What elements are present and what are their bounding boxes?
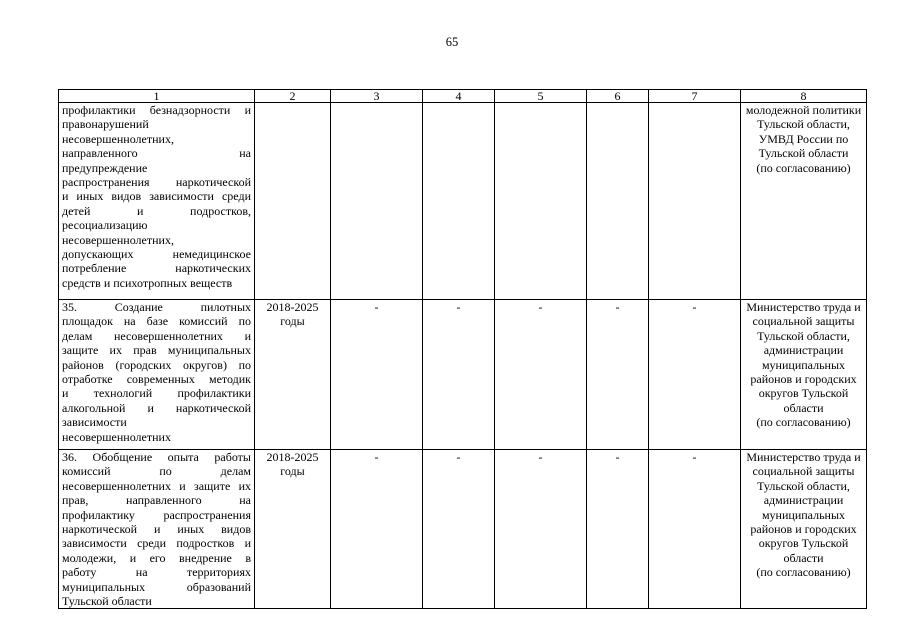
- funding-cell: -: [587, 450, 649, 609]
- measure-description: [59, 450, 255, 609]
- description-line: работу на территориях: [62, 565, 251, 580]
- funding-cell: -: [423, 450, 495, 609]
- column-header: 7: [649, 90, 741, 103]
- period-line: 2018-2025: [266, 300, 319, 314]
- description-line: молодежи, и его внедрение в: [62, 550, 251, 565]
- funding-cell: -: [587, 300, 649, 450]
- executor-line: Тульской области: [758, 146, 849, 161]
- description-line: направленного на: [62, 146, 251, 161]
- funding-cell: -: [331, 450, 423, 609]
- table-row: [59, 300, 867, 450]
- description-line: прав, направленного на: [62, 493, 251, 508]
- description-line: профилактики безнадзорности и: [62, 103, 251, 117]
- description-line: несовершеннолетних и защите их: [62, 478, 251, 493]
- description-line: комиссий по делам: [62, 464, 251, 479]
- executor-line: администрации: [763, 343, 844, 358]
- executor-line: Министерство труда и: [746, 300, 861, 314]
- description-line: несовершеннолетних: [62, 429, 171, 444]
- funding-cell: [649, 103, 741, 300]
- executor-line: Тульской области,: [757, 328, 850, 343]
- description-line: детей и подростков,: [62, 203, 251, 218]
- measures-table: [58, 89, 867, 609]
- description-line: Тульской области: [62, 593, 152, 608]
- executor-line: округов Тульской: [758, 386, 849, 401]
- funding-cell: -: [423, 300, 495, 450]
- executor-line: муниципальных: [761, 507, 846, 522]
- measure-description: [59, 300, 255, 450]
- description-line: 36. Обобщение опыта работы: [62, 450, 251, 464]
- executor-line: (по согласованию): [756, 160, 851, 175]
- description-line: наркотической и иных видов: [62, 521, 251, 536]
- column-header: 4: [423, 90, 495, 103]
- description-line: площадок на базе комиссий по: [62, 314, 251, 329]
- description-line: правонарушений: [62, 117, 149, 132]
- executor-line: (по согласованию): [756, 415, 851, 430]
- period-line: годы: [280, 314, 305, 329]
- period-cell: [255, 103, 331, 300]
- measure-description: [59, 103, 255, 300]
- executor-line: Министерство труда и: [746, 450, 861, 464]
- description-line: делам несовершеннолетних и: [62, 328, 251, 343]
- description-line: профилактику распространения: [62, 507, 251, 522]
- funding-cell: -: [649, 300, 741, 450]
- description-line: отработке современных методик: [62, 371, 251, 386]
- period-line: 2018-2025: [266, 450, 319, 464]
- column-header: 8: [741, 90, 867, 103]
- executor-line: УМВД России по: [758, 131, 849, 146]
- description-line: зависимости среди подростков и: [62, 536, 251, 551]
- funding-cell: -: [331, 300, 423, 450]
- executor-line: округов Тульской: [758, 536, 849, 551]
- executor-line: социальной защиты: [752, 314, 855, 329]
- period-cell: [255, 300, 331, 450]
- funding-cell: -: [649, 450, 741, 609]
- table-row: [59, 450, 867, 609]
- description-line: ресоциализацию: [62, 218, 148, 233]
- description-line: распространения наркотической: [62, 174, 251, 189]
- description-line: допускающих немедицинское: [62, 246, 251, 261]
- executor-cell: [741, 450, 867, 609]
- column-header-row: [59, 90, 867, 103]
- description-line: районов (городских округов) по: [62, 357, 251, 372]
- page-number: 65: [445, 35, 459, 49]
- column-header: 6: [587, 90, 649, 103]
- description-line: несовершеннолетних,: [62, 232, 174, 247]
- column-header: 3: [331, 90, 423, 103]
- description-line: 35. Создание пилотных: [62, 300, 251, 314]
- column-header: 2: [255, 90, 331, 103]
- executor-line: области: [783, 550, 824, 565]
- executor-cell: [741, 300, 867, 450]
- description-line: несовершеннолетних,: [62, 131, 174, 146]
- executor-line: муниципальных: [761, 357, 846, 372]
- description-line: защите их прав муниципальных: [62, 343, 251, 358]
- period-line: годы: [280, 464, 305, 479]
- column-header: 1: [59, 90, 255, 103]
- description-line: алкогольной и наркотической: [62, 400, 251, 415]
- description-line: и технологий профилактики: [62, 386, 251, 401]
- period-cell: [255, 450, 331, 609]
- executor-line: области: [783, 400, 824, 415]
- executor-line: (по согласованию): [756, 565, 851, 580]
- executor-line: районов и городских: [750, 372, 857, 387]
- executor-line: администрации: [763, 493, 844, 508]
- executor-cell: [741, 103, 867, 300]
- description-line: муниципальных образований: [62, 579, 251, 594]
- description-line: и иных видов зависимости среди: [62, 189, 251, 204]
- executor-line: Тульской области,: [757, 117, 850, 132]
- description-line: потребление наркотических: [62, 261, 251, 276]
- funding-cell: [331, 103, 423, 300]
- executor-line: молодежной политики: [745, 103, 862, 117]
- table-row: [59, 103, 867, 300]
- executor-line: социальной защиты: [752, 464, 855, 479]
- column-header: 5: [495, 90, 587, 103]
- executor-line: Тульской области,: [757, 478, 850, 493]
- funding-cell: [587, 103, 649, 300]
- description-line: средств и психотропных веществ: [62, 275, 233, 290]
- funding-cell: [495, 103, 587, 300]
- description-line: зависимости: [62, 415, 127, 430]
- executor-line: районов и городских: [750, 522, 857, 537]
- description-line: предупреждение: [62, 160, 148, 175]
- funding-cell: -: [495, 450, 587, 609]
- funding-cell: [423, 103, 495, 300]
- funding-cell: -: [495, 300, 587, 450]
